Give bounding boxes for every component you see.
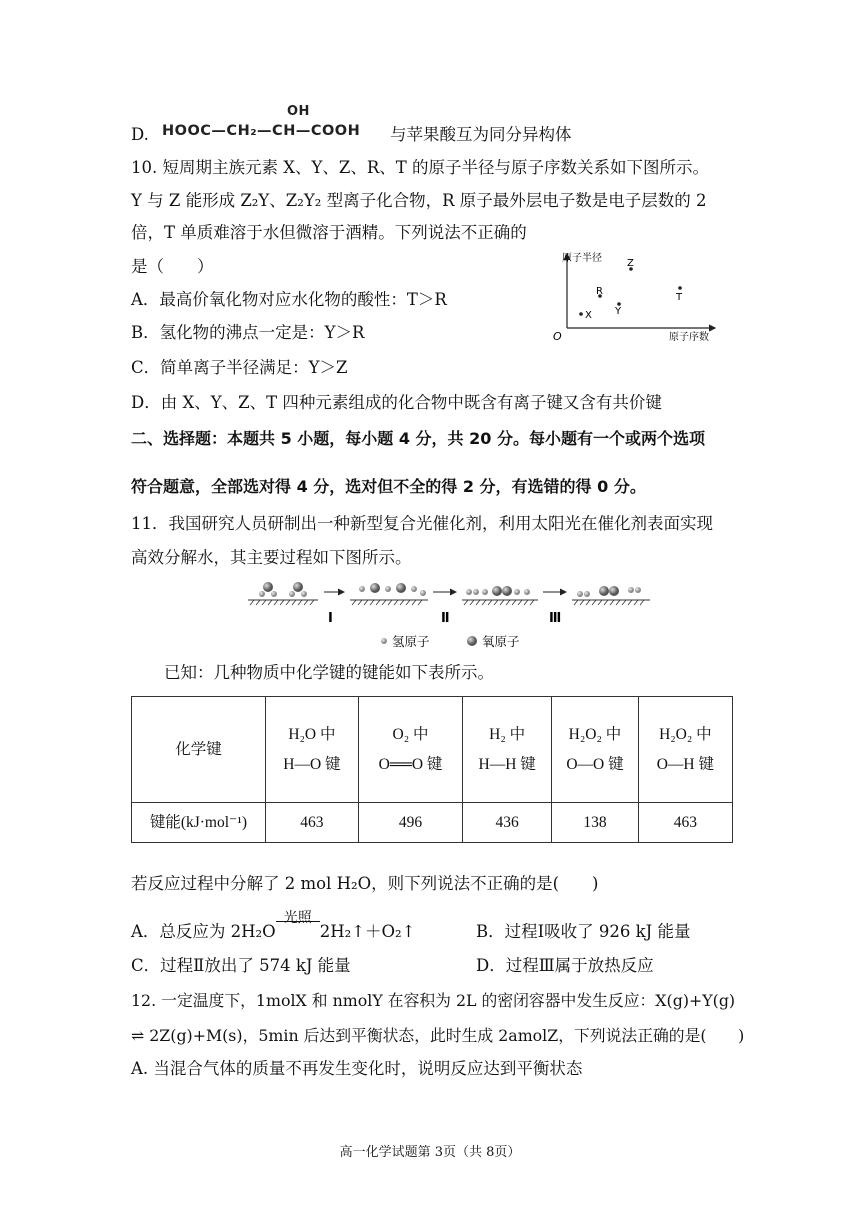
table-cell: 463 (638, 803, 732, 843)
label-y: Y (615, 306, 622, 317)
q10-option-a: A．最高价氧化物对应水化物的酸性：T＞R (131, 290, 447, 309)
table-col-o2-oo: O₂ 中 O══O 键 (358, 697, 462, 803)
q11-option-c: C．过程Ⅱ放出了 574 kJ 能量 (131, 956, 351, 975)
table-cell: 138 (552, 803, 639, 843)
table-row-label: 键能(kJ·mol⁻¹) (132, 803, 266, 843)
q10-stem-line4: 是（ ） (131, 257, 214, 276)
q12-option-a: A. 当混合气体的质量不再发生变化时，说明反应达到平衡状态 (131, 1059, 583, 1078)
label-t: T (676, 292, 683, 303)
legend-h-icon (381, 638, 387, 644)
section2-heading-line1: 二、选择题：本题共 5 小题，每小题 4 分，共 20 分。每小题有一个或两个选项 (131, 429, 705, 448)
page-footer: 高一化学试题第 3页（共 8页） (339, 1145, 521, 1160)
q9-formula-oh: OH (287, 104, 310, 119)
table-cell: 463 (265, 803, 358, 843)
atomic-radius-graph (545, 248, 725, 344)
q9-structural-formula: HOOC—CH₂—CH—COOH (162, 123, 361, 139)
step-label-2: Ⅱ (441, 611, 450, 626)
section2-heading-line2: 符合题意，全部选对得 4 分，选对但不全的得 2 分，有选错的得 0 分。 (131, 477, 646, 496)
q10-option-b: B．氢化物的沸点一定是：Y＞R (131, 323, 365, 342)
water-splitting-diagram (244, 578, 664, 650)
q10-stem-line1: 10. 短周期主族元素 X、Y、Z、R、T 的原子半径与原子序数关系如下图所示。 (131, 158, 710, 177)
point-t (678, 286, 682, 290)
label-x: X (585, 310, 592, 321)
reaction-condition: 光照 (283, 910, 312, 926)
table-col-h2o2-oo: H₂O₂ 中 O—O 键 (552, 697, 639, 803)
q11-question: 若反应过程中分解了 2 mol H₂O，则下列说法不正确的是( ) (131, 874, 599, 893)
table-col-h2o-ho: H₂O 中 H—O 键 (265, 697, 358, 803)
stage4-molecules (577, 586, 641, 597)
step-label-3: Ⅲ (549, 611, 562, 626)
q11-known: 已知：几种物质中化学键的键能如下表所示。 (164, 663, 494, 682)
table-header-bond: 化学键 (132, 697, 266, 803)
q9-option-d-text: 与苹果酸互为同分异构体 (390, 125, 572, 144)
q11-option-a: A．总反应为 2H₂O 光照 2H₂↑＋O₂↑ (131, 918, 416, 942)
stage1-molecules (259, 582, 307, 597)
step-label-1: Ⅰ (328, 611, 333, 626)
q11-stem-line1: 11．我国研究人员研制出一种新型复合光催化剂，利用太阳光在催化剂表面实现 (131, 514, 713, 533)
legend-o-icon (467, 636, 477, 646)
table-cell: 436 (463, 803, 552, 843)
table-col-h2o2-oh: H₂O₂ 中 O—H 键 (638, 697, 732, 803)
legend-h-label: 氢原子 (392, 634, 430, 649)
q12-stem-line2: ⇌ 2Z(g)+M(s)，5min 后达到平衡状态，此时生成 2amolZ，下列说法正确的是( ) (131, 1026, 745, 1045)
legend-o-label: 氧原子 (482, 634, 520, 649)
q10-option-d: D．由 X、Y、Z、T 四种元素组成的化合物中既含有离子键又含有共价键 (131, 393, 662, 412)
table-col-h2-hh: H₂ 中 H—H 键 (463, 697, 552, 803)
stage3-molecules (466, 586, 530, 596)
q11-option-d: D．过程Ⅲ属于放热反应 (476, 956, 654, 975)
q10-option-c: C．简单离子半径满足：Y＞Z (131, 358, 348, 377)
stage2-atoms (359, 583, 426, 596)
q11-stem-line2: 高效分解水，其主要过程如下图所示。 (131, 548, 412, 567)
bond-energy-table (131, 696, 733, 843)
graph-origin: O (553, 330, 562, 343)
q11-option-b: B．过程Ⅰ吸收了 926 kJ 能量 (476, 922, 691, 941)
graph-y-label: 原子半径 (562, 253, 602, 264)
point-x (579, 312, 583, 316)
q12-stem-line1: 12. 一定温度下，1molX 和 nmolY 在容积为 2L 的密闭容器中发生反应：X(g)+Y(g) (131, 991, 736, 1010)
table-cell: 496 (358, 803, 462, 843)
graph-x-label: 原子序数 (669, 332, 709, 343)
q10-stem-line3: 倍，T 单质难溶于水但微溶于酒精。下列说法不正确的 (131, 223, 527, 242)
surface-hatching (250, 600, 644, 605)
q9-option-d-label: D. (131, 125, 149, 144)
label-r: R (596, 286, 603, 297)
label-z: Z (627, 258, 634, 269)
q10-stem-line2: Y 与 Z 能形成 Z₂Y、Z₂Y₂ 型离子化合物，R 原子最外层电子数是电子层数的 2 (131, 191, 707, 210)
